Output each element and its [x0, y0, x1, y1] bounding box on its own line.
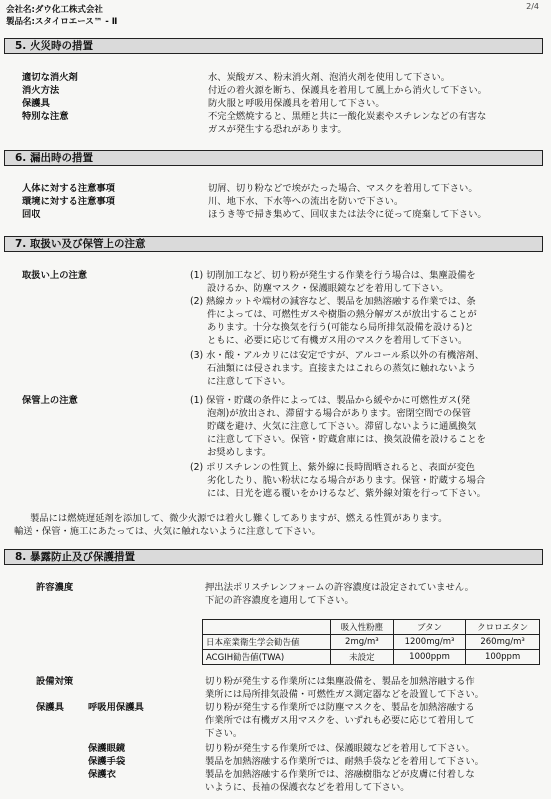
s8-glove-text: 製品を加熱溶融する作業所では、耐熱手袋などを着用して下さい。: [205, 756, 484, 767]
s7-handling-line: (1) 切削加工など、切り粉が発生する作業を行う場合は、集塵設備を: [190, 270, 476, 281]
s8-limit-label: 許容濃度: [36, 582, 74, 593]
s6-label-recovery: 回収: [22, 209, 41, 220]
s8-resp-line: 作業所では有機ガス用マスクを、いずれも必要に応じて着用して: [205, 715, 475, 726]
s8-eye-label: 保護眼鏡: [88, 743, 126, 754]
s7-handling-label: 取扱い上の注意: [22, 270, 88, 281]
s6-text-recovery: ほうき等で掃き集めて、回収または法令に従って廃棄して下さい。: [208, 209, 487, 220]
table-header-row: [203, 620, 540, 635]
s8-protect-label: 保護具: [36, 702, 64, 713]
table-cell: 1000ppm: [393, 650, 465, 665]
s7-handling-line: 件によっては、可燃性ガスや樹脂の熱分解ガスが放出することが: [207, 309, 477, 320]
s5-label-extinguisher: 適切な消火剤: [22, 72, 78, 83]
section-8-title: 8. 暴露防止及び保護措置: [4, 549, 543, 565]
s8-equip-line: 業所には局所排気設備・可燃性ガス測定器などを設置して下さい。: [205, 689, 484, 700]
s8-limit-line: 下記の許容濃度を適用して下さい。: [205, 595, 354, 606]
s7-storage-line: お奨めします。: [207, 447, 272, 458]
s5-text-method: 付近の着火源を断ち、保護具を着用して風上から消火して下さい。: [208, 85, 487, 96]
s8-resp-label: 呼吸用保護具: [88, 702, 144, 713]
company-name: 会社名:ダウ化工株式会社: [6, 5, 103, 15]
section-6-title: 6. 漏出時の措置: [4, 150, 543, 166]
s7-note-line: 製品には燃焼遅延剤を添加して、微少火源では着火し難くしてありますが、燃える性質があります。: [30, 513, 448, 524]
table-cell: 日本産業衛生学会勧告値: [203, 635, 331, 650]
s7-storage-line: (1) 保管・貯蔵の条件によっては、製品から緩やかに可燃性ガス(発: [190, 395, 471, 406]
s7-handling-line: 設けるか、防塵マスク・保護眼鏡などを着用して下さい。: [207, 283, 449, 294]
s6-text-human: 切屑、切り粉などで埃がたった場合、マスクを着用して下さい。: [208, 183, 478, 194]
s5-label-protect: 保護具: [22, 98, 50, 109]
s7-handling-line: (3) 水・酸・アルカリには安定ですが、アルコール系以外の有機溶剤、: [190, 350, 485, 361]
s7-storage-line: 劣化したり、脆い粉状になる場合があります。保管・貯蔵する場合: [207, 475, 486, 486]
s8-equip-label: 設備対策: [36, 676, 74, 687]
s6-label-env: 環境に対する注意事項: [22, 196, 115, 207]
s5-text-special-cont: ガスが発生する恐れがあります。: [208, 124, 347, 135]
s7-storage-line: 泡剤)が放出され、滞留する場合があります。密閉空間での保管: [207, 408, 471, 419]
section-7-title: 7. 取扱い及び保管上の注意: [4, 236, 543, 252]
table-cell: 未設定: [330, 650, 393, 665]
exposure-limit-table: [202, 619, 540, 665]
s8-resp-line: 下さい。: [205, 728, 243, 739]
s7-storage-label: 保管上の注意: [22, 395, 78, 406]
s7-handling-line: ともに、必要に応じて有機ガス用のマスクを着用して下さい。: [207, 335, 468, 346]
product-name: 製品名:スタイロエース™ - Ⅱ: [6, 17, 118, 27]
s8-eye-text: 切り粉が発生する作業所では、保護眼鏡などを着用して下さい。: [205, 743, 475, 754]
s6-text-env: 川、地下水、下水等への流出を防いで下さい。: [208, 196, 404, 207]
table-header-cell: ブタン: [393, 620, 465, 635]
table-header-cell: クロロエタン: [466, 620, 540, 635]
s7-storage-line: に注意して下さい。保管・貯蔵倉庫には、換気設備を設けることを: [207, 434, 486, 445]
s7-handling-line: 石油類には侵されます。直接またはこれらの蒸気に触れないよう: [207, 363, 476, 374]
table-row: [203, 650, 540, 665]
s8-cloth-line: いように、長袖の保護衣などを着用して下さい。: [205, 782, 410, 793]
s7-note-line: 輸送・保管・施工にあたっては、火気に触れないように注意して下さい。: [14, 526, 321, 537]
table-header-cell: 吸入性粉塵: [330, 620, 393, 635]
page-number: 2/4: [526, 2, 539, 11]
table-cell: 260mg/m³: [466, 635, 540, 650]
s5-text-protect: 防火服と呼吸用保護具を着用して下さい。: [208, 98, 385, 109]
table-cell: 100ppm: [466, 650, 540, 665]
table-cell: ACGIH勧告値(TWA): [203, 650, 331, 665]
s7-storage-line: 貯蔵を避け、火気に注意して下さい。滞留しないように通風換気: [207, 421, 477, 432]
s7-handling-line: (2) 熱線カットや端材の減容など、製品を加熱溶融する作業では、条: [190, 296, 476, 307]
s8-limit-line: 押出法ポリスチレンフォームの許容濃度は設定されていません。: [205, 582, 474, 593]
s8-cloth-line: 製品を加熱溶融する作業所では、溶融樹脂などが皮膚に付着しな: [205, 769, 475, 780]
section-5-title: 5. 火災時の措置: [4, 38, 543, 54]
s7-storage-line: には、日光を遮る覆いをかけるなど、紫外線対策を行って下さい。: [207, 488, 486, 499]
s8-glove-label: 保護手袋: [88, 756, 126, 767]
table-cell: 2mg/m³: [330, 635, 393, 650]
s7-handling-line: に注意して下さい。: [207, 376, 291, 387]
s8-equip-line: 切り粉が発生する作業所には集塵設備を、製品を加熱溶融する作: [205, 676, 475, 687]
s5-label-special: 特別な注意: [22, 111, 69, 122]
s7-handling-line: あります。十分な換気を行う(可能なら局所排気設備を設ける)と: [207, 322, 474, 333]
s8-resp-line: 切り粉が発生する作業所では防塵マスクを、製品を加熱溶融する: [205, 702, 475, 713]
document-header: [6, 4, 117, 28]
table-cell: 1200mg/m³: [393, 635, 465, 650]
s7-storage-line: (2) ポリスチレンの性質上、紫外線に長時間晒されると、表面が変色: [190, 462, 475, 473]
s8-cloth-label: 保護衣: [88, 769, 116, 780]
s6-label-human: 人体に対する注意事項: [22, 183, 115, 194]
s5-text-extinguisher: 水、炭酸ガス、粉末消火剤、泡消火剤を使用して下さい。: [208, 72, 450, 83]
table-header-cell: [203, 620, 331, 635]
table-row: [203, 635, 540, 650]
s5-text-special: 不完全燃焼すると、黒煙と共に一酸化炭素やスチレンなどの有害な: [208, 111, 487, 122]
s5-label-method: 消火方法: [22, 85, 60, 96]
